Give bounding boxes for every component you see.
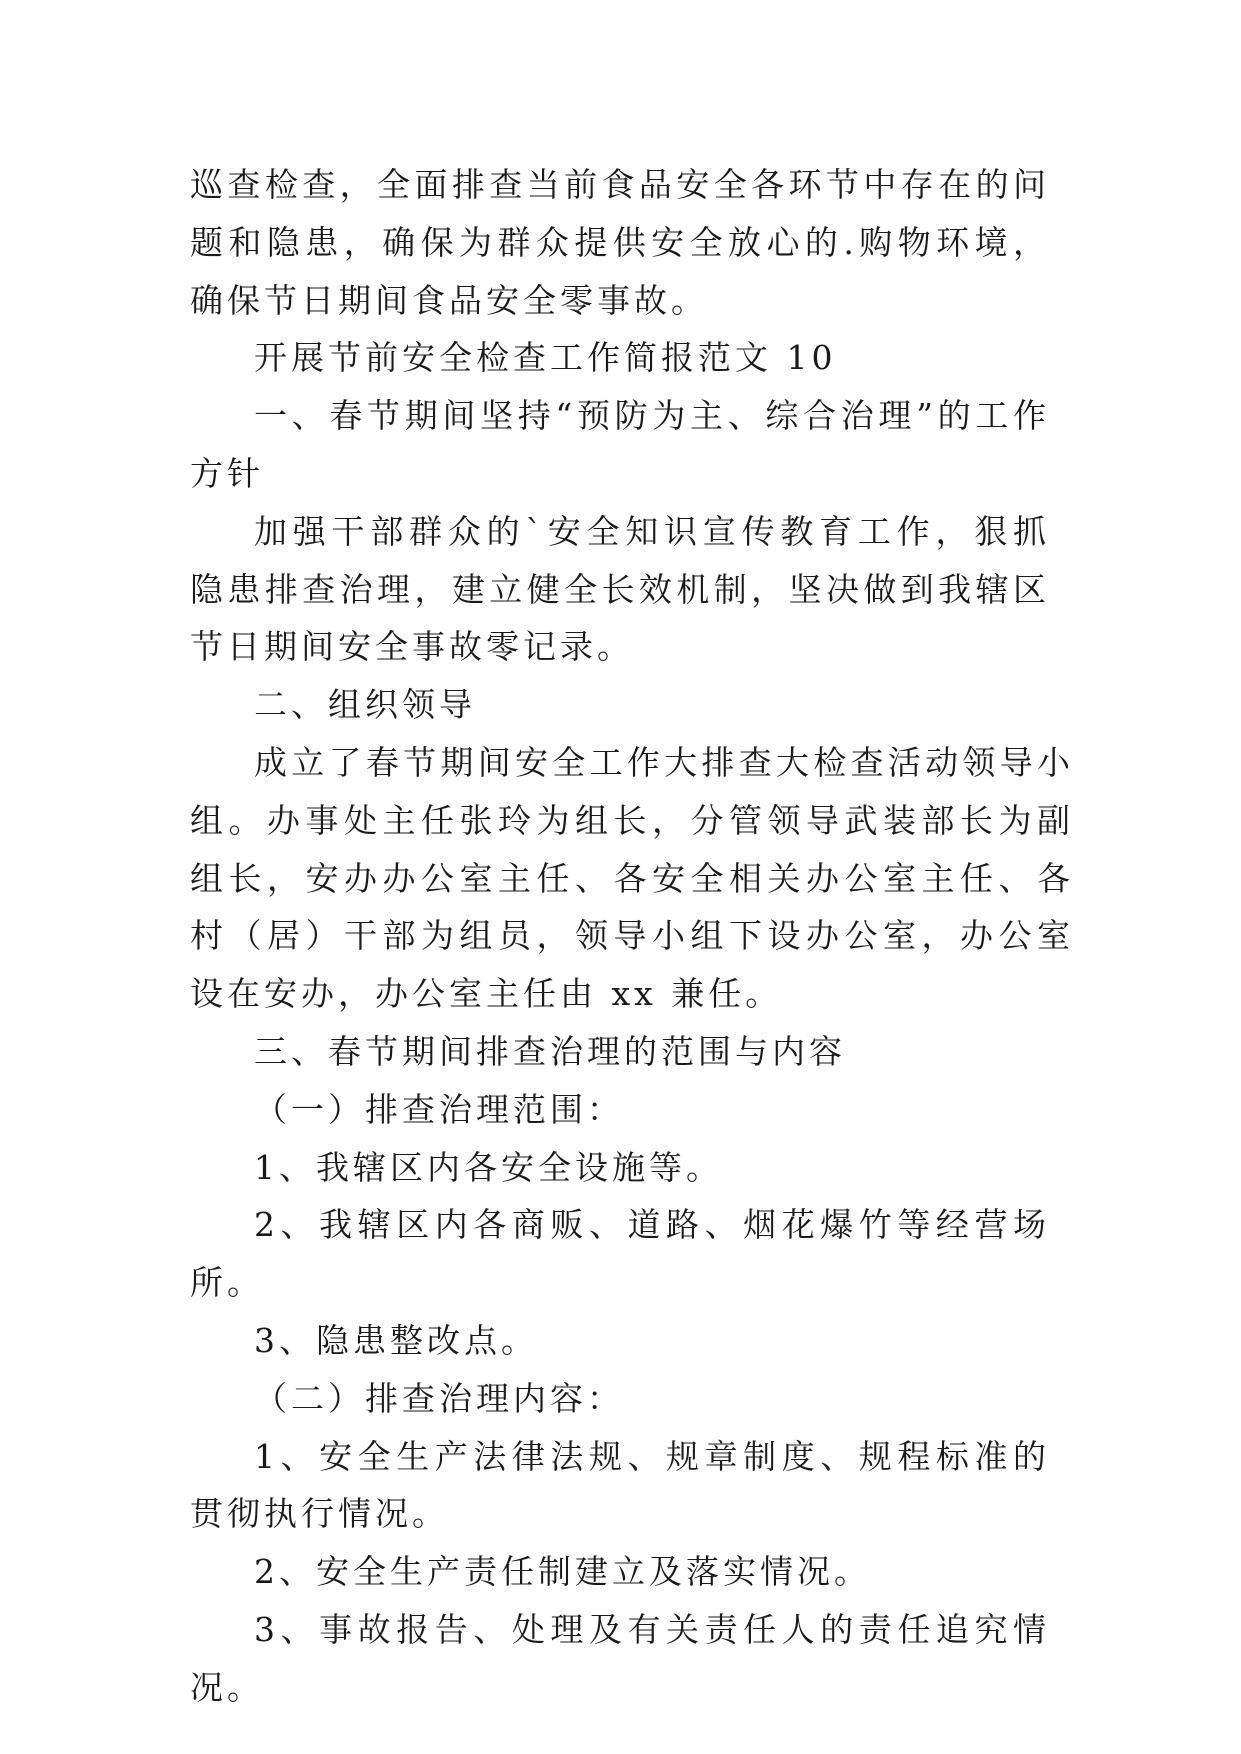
section-heading-3: 三、春节期间排查治理的范围与内容	[254, 1031, 846, 1071]
document-body	[190, 156, 1074, 1717]
list-item-content-1: 1、安全生产法律法规、规章制度、规程标准的贯彻执行情况。	[190, 1436, 1050, 1534]
briefing-title: 开展节前安全检查工作简报范文 10	[254, 338, 837, 378]
paragraph-leadership-group: 成立了春节期间安全工作大排查大检查活动领导小组。办事处主任张玲为组长，分管领导武装部长为副组长，安办办公室主任、各安全相关办公室主任、各村（居）干部为组员，领导小组下设办公室，办公室设在安办，办公室主任由 xx 兼任。	[190, 742, 1074, 1014]
section-heading-2: 二、组织领导	[254, 685, 476, 725]
paragraph-safety-education: 加强干部群众的`安全知识宣传教育工作，狠抓隐患排查治理，建立健全长效机制，坚决做到我辖区节日期间安全事故零记录。	[190, 511, 1050, 667]
list-item-scope-3: 3、隐患整改点。	[254, 1320, 538, 1360]
list-item-content-3: 3、事故报告、处理及有关责任人的责任追究情况。	[190, 1609, 1050, 1707]
subheading-content: （二）排查治理内容：	[254, 1378, 624, 1418]
list-item-content-2: 2、安全生产责任制建立及落实情况。	[254, 1552, 871, 1592]
paragraph-food-safety-inspection: 巡查检查，全面排查当前食品安全各环节中存在的问题和隐患，确保为群众提供安全放心的.购物环境，确保节日期间食品安全零事故。	[190, 165, 1050, 320]
list-item-scope-1: 1、我辖区内各安全设施等。	[254, 1147, 723, 1187]
section-heading-1: 一、春节期间坚持“预防为主、综合治理”的工作方针	[190, 396, 1050, 493]
list-item-scope-2: 2、我辖区内各商贩、道路、烟花爆竹等经营场所。	[190, 1205, 1050, 1303]
subheading-scope: （一）排查治理范围：	[254, 1089, 624, 1129]
